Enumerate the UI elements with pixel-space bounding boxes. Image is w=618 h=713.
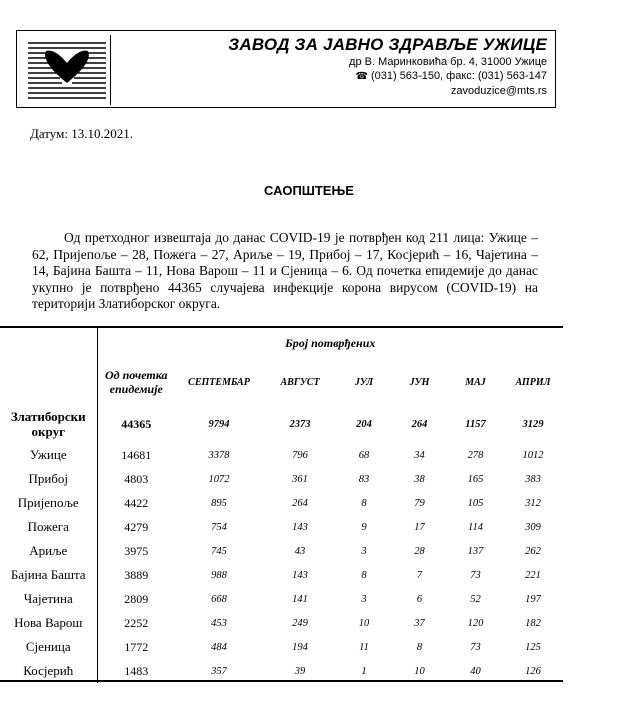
monthly-value: 143 — [292, 521, 308, 533]
monthly-value: 9 — [361, 521, 367, 533]
monthly-value: 38 — [414, 473, 425, 485]
monthly-value: 3378 — [208, 449, 230, 461]
monthly-value: 141 — [292, 593, 308, 605]
municipality-total: 3975 — [124, 543, 149, 558]
monthly-value: 8 — [361, 497, 367, 509]
monthly-value: 114 — [468, 521, 483, 533]
monthly-value: 745 — [211, 545, 227, 557]
monthly-value: 73 — [470, 569, 481, 581]
monthly-value: 357 — [211, 665, 227, 677]
monthly-value: 361 — [292, 473, 308, 485]
summary-total: 44365 — [121, 416, 152, 431]
notice-body: Од претходног извештаја до данас COVID-19 је потврђен код 211 лица: Ужице – 62, Пријепоље – 28, Пожега – 27, Ариље – 19, Прибој – 17, Косјерић – 16, Чајетина – 14, Бајина Башта – 11, Нова Варош – 11 и Сјеница – 6. Од почетка епидемије до данас укупно је потврђено 44365 случајева инфекције корона вирусом (COVID-19) на територији Златиборског округа. — [32, 230, 538, 311]
institute-phone — [117, 69, 547, 84]
monthly-value: 796 — [292, 449, 308, 461]
monthly-value: 105 — [467, 497, 484, 509]
monthly-value: 165 — [467, 473, 484, 485]
municipality-total: 14681 — [121, 447, 152, 462]
monthly-value: 11 — [359, 641, 369, 653]
municipality-total: 4279 — [124, 519, 149, 534]
municipality-name: Бајина Башта — [0, 563, 97, 587]
monthly-value: 988 — [211, 569, 227, 581]
institute-logo — [24, 35, 111, 105]
letterhead — [16, 30, 556, 108]
monthly-value: 6 — [416, 593, 423, 605]
monthly-value: 1 — [361, 665, 367, 677]
table-row — [0, 611, 563, 635]
col-header-month: АВГУСТ — [280, 376, 320, 388]
municipality-total: 2252 — [124, 615, 149, 630]
document-date: Датум: 13.10.2021. — [30, 126, 133, 141]
phone-text: (031) 563-150, факс: (031) 563-147 — [370, 70, 547, 82]
summary-label: Златиборски округ — [0, 405, 97, 443]
col-header-month: ЈУЛ — [354, 376, 374, 388]
summary-row — [0, 405, 563, 443]
monthly-value: 3 — [361, 593, 367, 605]
monthly-value: 312 — [525, 497, 541, 509]
monthly-value: 143 — [292, 569, 308, 581]
summary-value: 9794 — [208, 418, 230, 430]
summary-value: 1157 — [465, 418, 486, 430]
municipality-name: Чајетина — [0, 587, 97, 611]
monthly-value: 52 — [470, 593, 481, 605]
municipality-name: Сјеница — [0, 635, 97, 659]
monthly-value: 278 — [467, 449, 484, 461]
summary-value: 204 — [356, 418, 372, 430]
logo-icon — [24, 35, 110, 105]
institute-email: zavoduzice@mts.rs — [450, 85, 547, 97]
monthly-value: 73 — [470, 641, 481, 653]
monthly-value: 1012 — [522, 449, 544, 461]
monthly-value: 197 — [525, 593, 541, 605]
monthly-value: 668 — [211, 593, 227, 605]
municipality-name: Прибој — [0, 467, 97, 491]
monthly-value: 125 — [525, 641, 541, 653]
municipality-total: 4803 — [124, 471, 149, 486]
monthly-value: 262 — [525, 545, 541, 557]
monthly-value: 28 — [414, 545, 425, 557]
monthly-value: 34 — [414, 449, 425, 461]
municipality-total: 2809 — [124, 591, 149, 606]
monthly-value: 3 — [361, 545, 367, 557]
summary-value: 264 — [411, 418, 428, 430]
monthly-value: 383 — [525, 473, 541, 485]
monthly-value: 182 — [525, 617, 541, 629]
monthly-value: 484 — [211, 641, 227, 653]
monthly-value: 221 — [525, 569, 541, 581]
monthly-value: 79 — [414, 497, 425, 509]
table-row — [0, 635, 563, 659]
monthly-value: 40 — [470, 665, 481, 677]
monthly-value: 7 — [416, 569, 423, 581]
monthly-value: 126 — [525, 665, 541, 677]
summary-value: 3129 — [522, 418, 544, 430]
table-row — [0, 467, 563, 491]
col-header-month: МАЈ — [465, 376, 486, 388]
institute-address: др В. Маринковића бр. 4, 31000 Ужице — [349, 56, 547, 68]
monthly-value: 895 — [211, 497, 227, 509]
municipality-name: Косјерић — [0, 659, 97, 683]
cases-table — [0, 327, 563, 683]
table-bottom-rule — [0, 680, 563, 682]
monthly-value: 10 — [358, 617, 370, 629]
col-header-month: ЈУН — [409, 376, 430, 388]
monthly-value: 1072 — [208, 473, 230, 485]
monthly-value: 264 — [292, 497, 308, 509]
municipality-total: 3889 — [124, 567, 149, 582]
monthly-value: 309 — [525, 521, 541, 533]
monthly-value: 39 — [294, 665, 306, 677]
monthly-value: 43 — [294, 545, 306, 557]
monthly-value: 8 — [361, 569, 367, 581]
monthly-value: 37 — [414, 617, 425, 629]
table-row — [0, 491, 563, 515]
col-header-month: АПРИЛ — [515, 376, 551, 388]
notice-title: САОПШТЕЊЕ — [264, 183, 354, 198]
table-row — [0, 443, 563, 467]
monthly-value: 68 — [358, 449, 370, 461]
monthly-value: 453 — [211, 617, 227, 629]
phone-icon: ☎ — [355, 71, 368, 82]
table-row — [0, 587, 563, 611]
monthly-value: 120 — [467, 617, 484, 629]
table-body — [0, 443, 563, 683]
municipality-name: Пожега — [0, 515, 97, 539]
municipality-name: Нова Варош — [0, 611, 97, 635]
col-header-month: СЕПТЕМБАР — [188, 376, 250, 388]
monthly-value: 194 — [292, 641, 308, 653]
monthly-value: 754 — [211, 521, 227, 533]
institute-name: ЗАВОД ЗА ЈАВНО ЗДРАВЉЕ УЖИЦЕ — [228, 35, 547, 54]
col-header-total: Од почетка епидемије — [104, 368, 168, 396]
letterhead-text — [117, 35, 547, 98]
municipality-name: Пријепоље — [0, 491, 97, 515]
monthly-value: 17 — [414, 521, 425, 533]
monthly-value: 10 — [414, 665, 425, 677]
table-row — [0, 563, 563, 587]
municipality-name: Ариље — [0, 539, 97, 563]
municipality-total: 1483 — [124, 663, 149, 678]
table-row — [0, 539, 563, 563]
monthly-value: 83 — [358, 473, 370, 485]
monthly-value: 137 — [467, 545, 484, 557]
summary-value: 2373 — [289, 418, 311, 430]
municipality-total: 4422 — [124, 495, 149, 510]
monthly-value: 8 — [416, 641, 423, 653]
group-header: Број потврђених — [285, 335, 376, 350]
corner-cell — [0, 327, 97, 405]
municipality-name: Ужице — [0, 443, 97, 467]
municipality-total: 1772 — [124, 639, 149, 654]
monthly-value: 249 — [292, 617, 308, 629]
table-row — [0, 515, 563, 539]
